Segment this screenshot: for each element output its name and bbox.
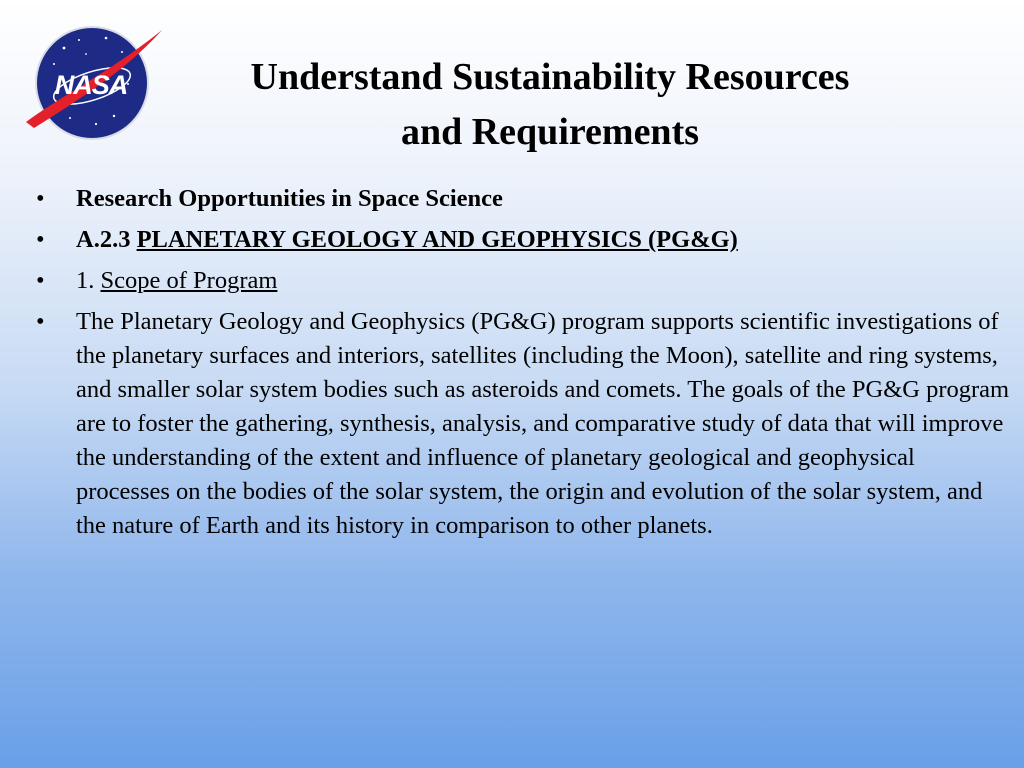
bullet-marker: • <box>36 226 45 253</box>
bullet-prefix-1: 1. <box>76 267 101 294</box>
bullet-list <box>36 182 1011 550</box>
bullet-item <box>36 264 1011 298</box>
bullet-item <box>36 182 1011 216</box>
slide-title-line-2: and Requirements <box>400 111 700 153</box>
slide-title <box>170 50 930 160</box>
bullet-text-program-description: The Planetary Geology and Geophysics (PG&G) program supports scientific investigations of the planetary surfaces and interiors, satellites (including the Moon), satellite and ring systems, and smaller solar system bodies such as asteroids and comets. The goals of the PG&G program are to foster the gathering, synthesis, analysis, and comparative study of data that will improve the understanding of the extent and influence of planetary geological and geophysical processes on the bodies of the solar system, the origin and evolution of the solar system, and the nature of Earth and its history in comparison to other planets. <box>76 308 1010 539</box>
planetary-geology-link[interactable]: PLANETARY GEOLOGY AND GEOPHYSICS (PG&G) <box>136 226 738 253</box>
scope-of-program-link[interactable]: Scope of Program <box>100 267 278 294</box>
bullet-marker: • <box>36 308 45 335</box>
bullet-marker: • <box>36 185 45 212</box>
bullet-marker: • <box>36 267 45 294</box>
bullet-item <box>36 305 1011 543</box>
slide-title-line-1: Understand Sustainability Resources <box>250 56 850 98</box>
nasa-logo-text: NASA <box>54 70 128 100</box>
bullet-item <box>36 223 1011 257</box>
bullet-text-research-opportunities: Research Opportunities in Space Science <box>76 185 503 212</box>
nasa-logo <box>24 24 166 142</box>
bullet-prefix-a23: A.2.3 <box>76 226 137 253</box>
